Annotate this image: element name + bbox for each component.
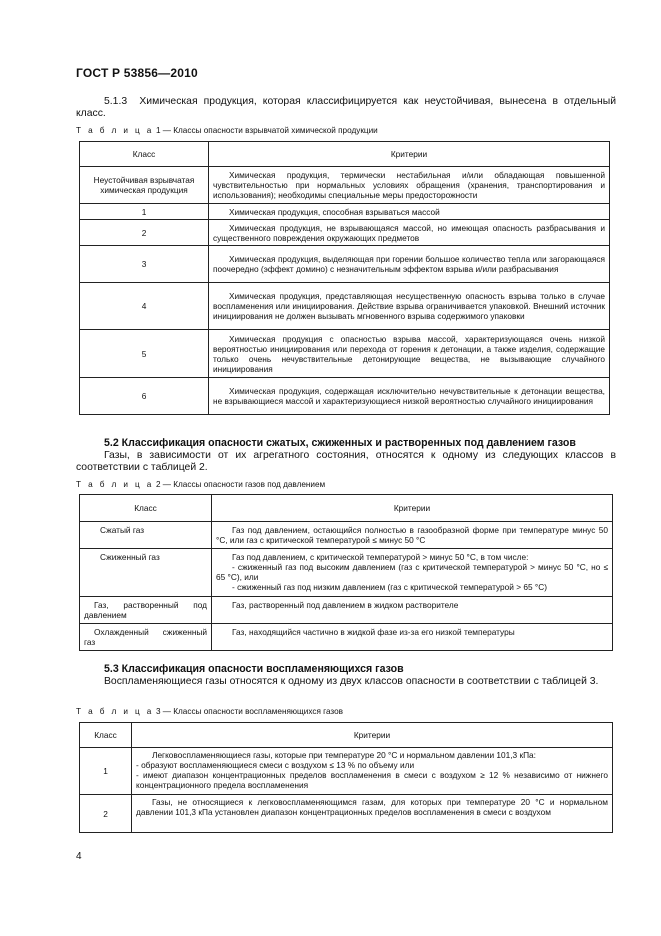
class-cell: Неустойчивая взрывчатая химическая продукция (80, 167, 209, 204)
column-header-class: Класс (80, 142, 209, 167)
table-header-row (80, 495, 613, 522)
table-row (80, 204, 610, 220)
table-2 (79, 494, 613, 651)
class-cell: 4 (80, 283, 209, 330)
criteria-cell: Газ, растворенный под давлением в жидком растворителе (212, 597, 613, 624)
table-row (80, 283, 610, 330)
document-header: ГОСТ Р 53856—2010 (76, 66, 198, 80)
table3-caption: Т а б л и ц а 3 — Классы опасности воспламеняющихся газов (76, 707, 344, 716)
class-cell: Газ, растворенный под давлением (80, 597, 212, 624)
column-header-class: Класс (80, 495, 212, 522)
table-row (80, 522, 613, 549)
table1-caption: Т а б л и ц а 1 — Классы опасности взрывчатой химической продукции (76, 126, 378, 135)
table-3 (79, 722, 613, 833)
class-cell: 3 (80, 246, 209, 283)
criteria-cell: Газы, не относящиеся к легковоспламеняющимся газам, для которых при температуре 20 °С и нормальном давлении 101,3 кПа установлен диапазон концентрационных пределов воспламенения в смеси с воздухом (132, 795, 613, 833)
criteria-cell: Газ под давлением, с критической температурой > минус 50 °С, в том числе: - сжиженный газ под высоким давлением (газ с критической температурой > минус 50 °С, но ≤ 65 °С), или - сжиженный газ под низким давлением (газ с критической температурой > 65 °С) (212, 549, 613, 597)
table-row (80, 748, 613, 795)
table-row (80, 624, 613, 651)
table-row (80, 167, 610, 204)
table-row (80, 549, 613, 597)
criteria-cell: Химическая продукция, не взрывающаяся массой, но имеющая опасность разбрасывания и существенного повреждения окружающих предметов (209, 220, 610, 246)
column-header-criteria: Критерии (132, 723, 613, 748)
criteria-cell: Газ, находящийся частично в жидкой фазе из-за его низкой температуры (212, 624, 613, 651)
criteria-cell: Химическая продукция, термически нестабильная и/или обладающая повышенной чувствительностью при нормальных условиях обращения (хранения, транспортирования и использования); необходимы специальные меры предосторожности (209, 167, 610, 204)
clause-text: Химическая продукция, которая классифицируется как неустойчивая, вынесена в отдельный класс. (76, 96, 617, 120)
table-header-row (80, 723, 613, 748)
section-5-3-text: Воспламеняющиеся газы относятся к одному из двух классов опасности в соответствии с таблицей 3. (104, 676, 599, 687)
column-header-class: Класс (80, 723, 132, 748)
class-cell: 1 (80, 204, 209, 220)
paragraph-5-1-3 (76, 96, 616, 121)
column-header-criteria: Критерии (212, 495, 613, 522)
table-row (80, 246, 610, 283)
column-header-criteria: Критерии (209, 142, 610, 167)
criteria-cell: Химическая продукция, представляющая несущественную опасность взрыва только в случае воспламенения или инициирования. Действие взрыва ограничивается упаковкой. Внешний источник инициирования не должен вызывать мгновенного взрыва содержимого упаковки (209, 283, 610, 330)
page-number: 4 (76, 851, 82, 862)
table-1 (79, 141, 610, 415)
class-cell: Сжиженный газ (80, 549, 212, 597)
criteria-cell: Химическая продукция, способная взрываться массой (209, 204, 610, 220)
table-row (80, 220, 610, 246)
table-header-row (80, 142, 610, 167)
table-row (80, 330, 610, 378)
criteria-cell: Легковоспламеняющиеся газы, которые при температуре 20 °С и нормальном давлении 101,3 кПа: - образуют воспламеняющиеся смеси с воздухом ≤ 13 % по объему или - имеют диапазон концентрационных пределов воспламенения в смеси с воздухом ≥ 12 % независимо от нижнего концентрационного предела воспламенения (132, 748, 613, 795)
table-row (80, 597, 613, 624)
class-cell: 1 (80, 748, 132, 795)
criteria-cell: Химическая продукция, выделяющая при горении большое количество тепла или загорающаяся поочередно (эффект домино) с незначительным эффектом взрыва и/или разбрасывания (209, 246, 610, 283)
section-5-2-heading: 5.2 Классификация опасности сжатых, сжиженных и растворенных под давлением газов (104, 437, 576, 449)
clause-number: 5.1.3 (104, 96, 128, 107)
class-cell: 5 (80, 330, 209, 378)
section-5-2-text: Газы, в зависимости от их агрегатного состояния, относятся к одному из следующих классов в соответствии с таблицей 2. (76, 450, 616, 474)
criteria-cell: Химическая продукция, содержащая исключительно нечувствительные к детонации вещества, не взрывающиеся массой и характеризующиеся низкой вероятностью случайного инициирования (209, 378, 610, 415)
table-row (80, 795, 613, 833)
class-cell: Сжатый газ (80, 522, 212, 549)
class-cell: 2 (80, 795, 132, 833)
criteria-cell: Газ под давлением, остающийся полностью в газообразной форме при температуре минус 50 °С, или газ с критической температурой ≤ минус 50 °С (212, 522, 613, 549)
class-cell: 2 (80, 220, 209, 246)
table2-caption: Т а б л и ц а 2 — Классы опасности газов под давлением (76, 480, 326, 489)
class-cell: Охлажденный сжиженный газ (80, 624, 212, 651)
class-cell: 6 (80, 378, 209, 415)
criteria-cell: Химическая продукция с опасностью взрыва массой, характеризующаяся очень низкой вероятностью инициирования или перехода от горения к детонации, а также изделия, содержащие только очень нечувствительные детонирующие вещества, не вызывающие случайного инициирования (209, 330, 610, 378)
section-5-3-heading: 5.3 Классификация опасности воспламеняющихся газов (104, 663, 404, 675)
table-row (80, 378, 610, 415)
